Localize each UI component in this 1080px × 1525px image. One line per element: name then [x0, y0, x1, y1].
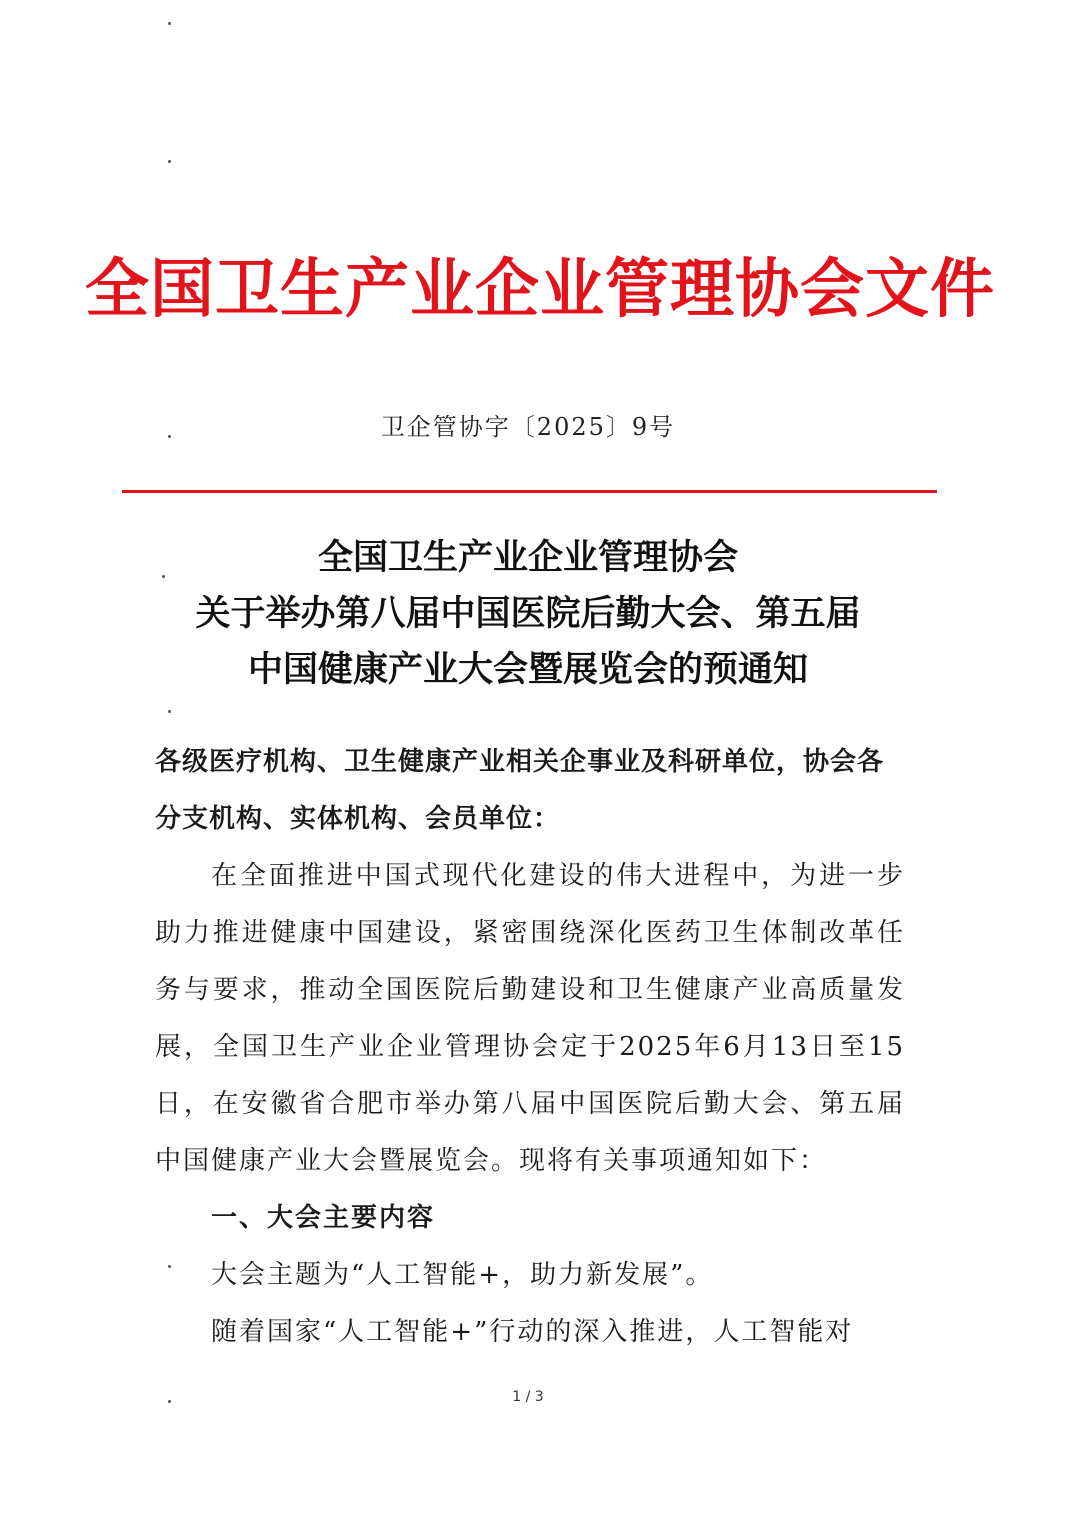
scan-speck: [168, 710, 171, 713]
addressee: 各级医疗机构、卫生健康产业相关企事业及科研单位，协会各分支机构、实体机构、会员单位：: [155, 747, 885, 834]
intro-paragraph: 在全面推进中国式现代化建设的伟大进程中，为进一步助力推进健康中国建设，紧密围绕深化医药卫生体制改革任务与要求，推动全国医院后勤建设和卫生健康产业高质量发展，全国卫生产业企业管理协会定于2025年6月13日至15日，在安徽省合肥市举办第八届中国医院后勤大会、第五届中国健康产业大会暨展览会。现将有关事项通知如下：: [155, 861, 905, 1176]
title-line-1: 全国卫生产业企业管理协会: [317, 537, 738, 578]
scan-speck: [168, 160, 171, 163]
document-number: 卫企管协字〔2025〕9号: [380, 413, 676, 441]
theme-paragraph: 大会主题为“人工智能+，助力新发展”。: [211, 1260, 714, 1290]
ai-paragraph: 随着国家“人工智能+”行动的深入推进，人工智能对: [211, 1317, 854, 1347]
red-divider-line: [122, 490, 937, 493]
page-number: 1 / 3: [512, 1389, 544, 1405]
title-line-3: 中国健康产业大会暨展览会的预通知: [247, 649, 808, 690]
scan-speck: [168, 22, 171, 25]
section-heading: 一、大会主要内容: [211, 1203, 436, 1233]
notice-body: [155, 734, 905, 1361]
document-masthead: 全国卫生产业企业管理协会文件: [85, 252, 995, 327]
title-line-2: 关于举办第八届中国医院后勤大会、第五届: [195, 593, 861, 634]
notice-title: [0, 530, 1056, 698]
